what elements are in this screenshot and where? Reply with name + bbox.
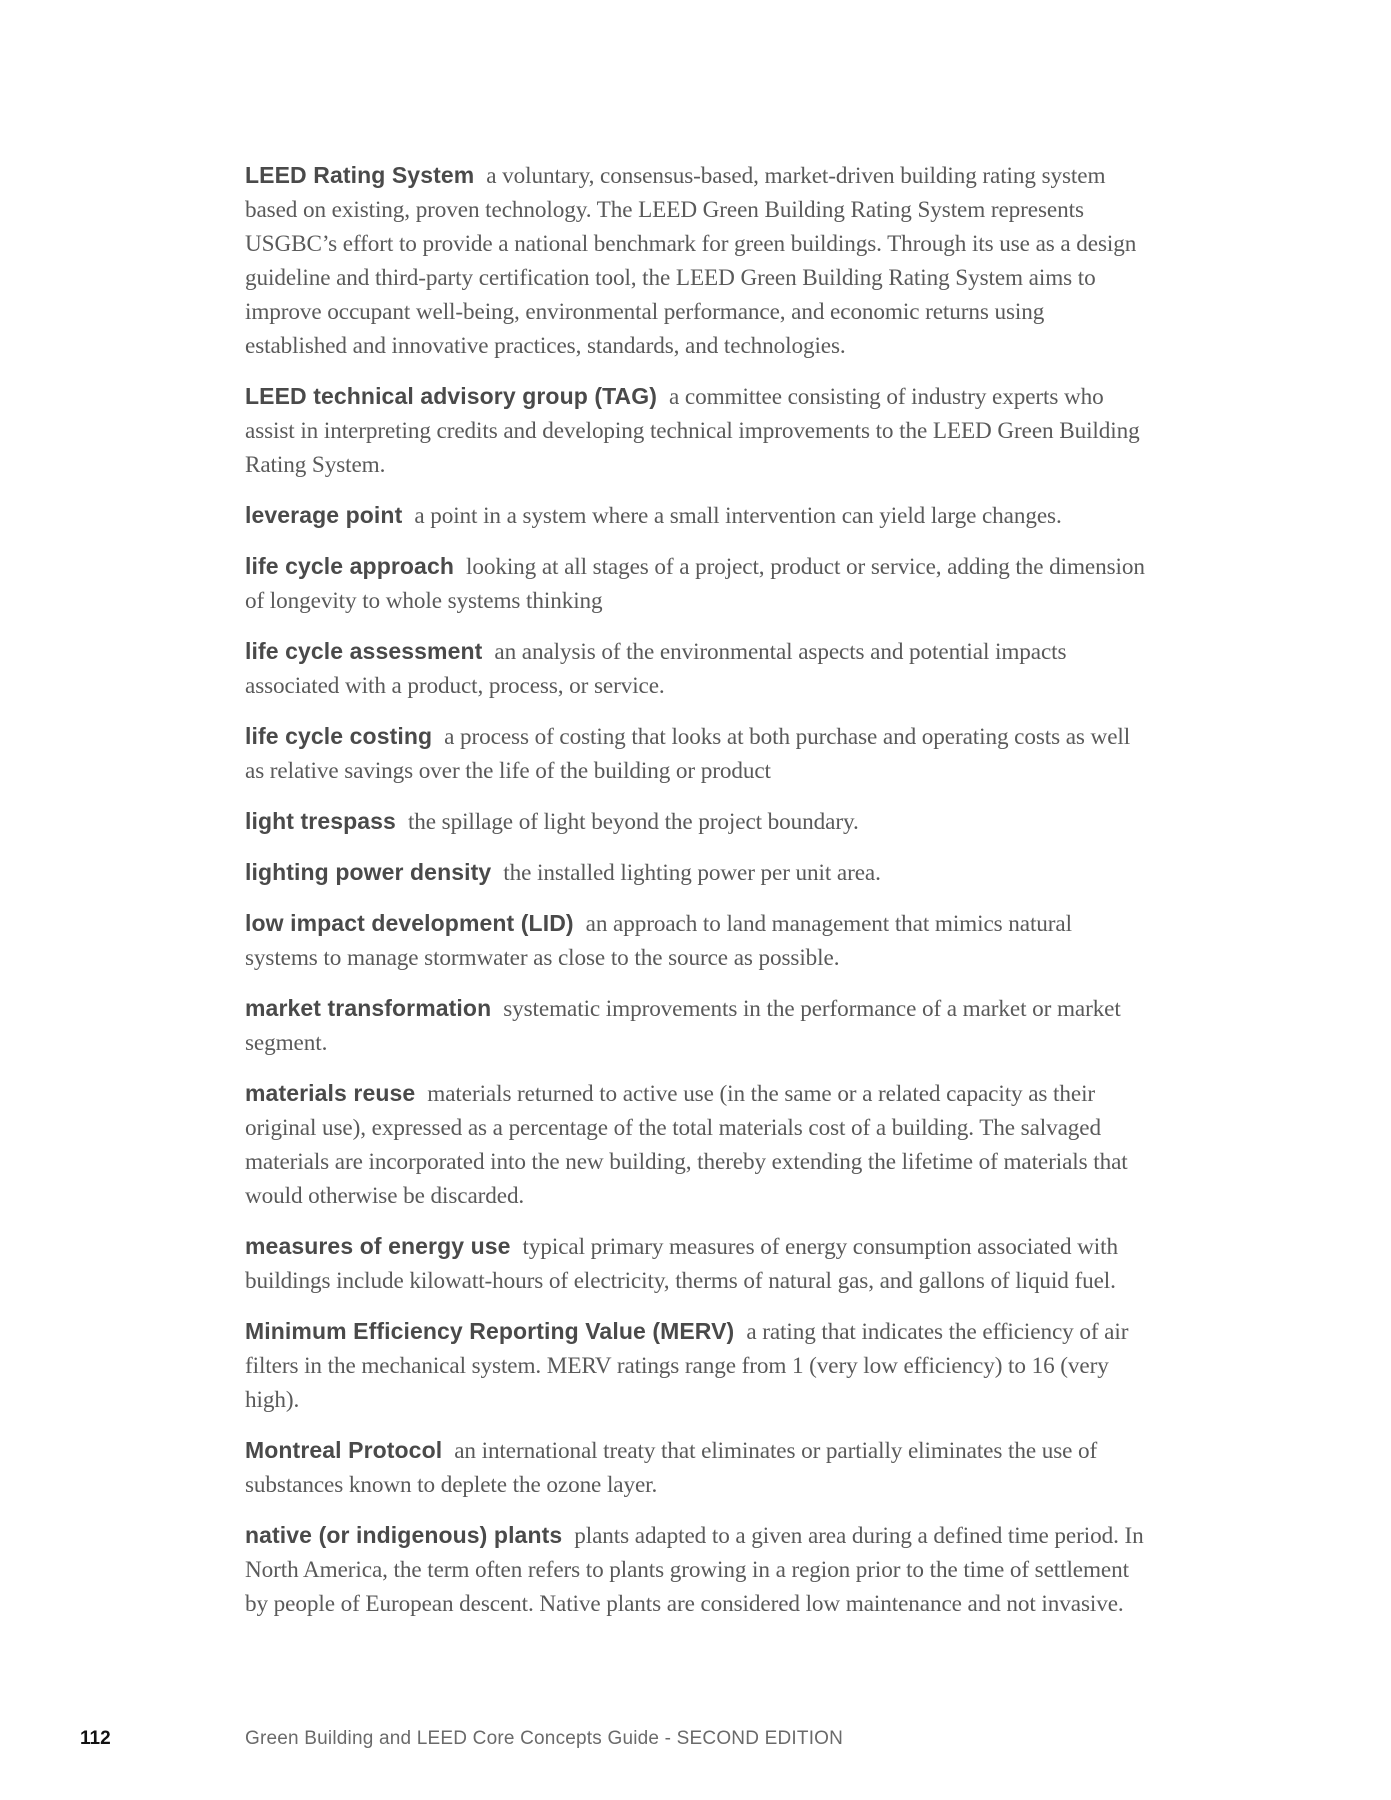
glossary-entry xyxy=(245,1433,1150,1502)
glossary-term: lighting power density xyxy=(245,859,492,885)
glossary-definition: the spillage of light beyond the project boundary. xyxy=(407,809,859,835)
glossary-term: life cycle assessment xyxy=(245,638,483,664)
glossary-term: LEED technical advisory group (TAG) xyxy=(245,383,658,409)
glossary-entry xyxy=(245,1076,1150,1213)
glossary-entry xyxy=(245,906,1150,975)
glossary-term: Minimum Efficiency Reporting Value (MERV) xyxy=(245,1318,735,1344)
glossary-term: life cycle approach xyxy=(245,553,454,579)
glossary-term: Montreal Protocol xyxy=(245,1437,443,1463)
glossary-term: leverage point xyxy=(245,502,403,528)
glossary-definition: a rating that indicates the efficiency of air filters in the mechanical system. MERV ratings range from 1 (very low efficiency) to 16 (very high). xyxy=(245,1319,1129,1413)
glossary-term: life cycle costing xyxy=(245,723,433,749)
glossary-definition: a voluntary, consensus-based, market-driven building rating system based on existing, proven technology. The LEED Green Building Rating System represents USGBC’s effort to provide a national benchmark for green buildings. Through its use as a design guideline and third-party certification tool, the LEED Green Building Rating System aims to improve occupant well-being, environmental performance, and economic returns using established and innovative practices, standards, and technologies. xyxy=(245,163,1137,359)
glossary-definition: typical primary measures of energy consumption associated with buildings include kilowatt-hours of electricity, therms of natural gas, and gallons of liquid fuel. xyxy=(245,1234,1118,1294)
page-footer xyxy=(0,1726,1391,1756)
glossary-entry xyxy=(245,804,1150,839)
glossary-definition: an approach to land management that mimics natural systems to manage stormwater as close to the source as possible. xyxy=(245,911,1072,971)
glossary-entry xyxy=(245,991,1150,1060)
footer-book-title: Green Building and LEED Core Concepts Guide - SECOND EDITION xyxy=(245,1728,844,1749)
glossary-definition: a process of costing that looks at both purchase and operating costs as well as relative savings over the life of the building or product xyxy=(245,724,1131,784)
glossary-definition: plants adapted to a given area during a defined time period. In North America, the term often refers to plants growing in a region prior to the time of settlement by people of European descent. Native plants are considered low maintenance and not invasive. xyxy=(245,1523,1144,1617)
glossary-definition: a point in a system where a small intervention can yield large changes. xyxy=(414,503,1062,529)
glossary-term: materials reuse xyxy=(245,1080,416,1106)
glossary-entry xyxy=(245,379,1150,482)
glossary-term: light trespass xyxy=(245,808,396,834)
glossary-entry xyxy=(245,1518,1150,1621)
glossary-entry xyxy=(245,1229,1150,1298)
glossary-term: measures of energy use xyxy=(245,1233,511,1259)
glossary-definition: the installed lighting power per unit area. xyxy=(503,860,881,886)
glossary-term: native (or indigenous) plants xyxy=(245,1522,563,1548)
glossary-entry xyxy=(245,498,1150,533)
glossary-term: market transformation xyxy=(245,995,492,1021)
glossary-entry xyxy=(245,634,1150,703)
glossary-entry xyxy=(245,719,1150,788)
glossary-definition: materials returned to active use (in the same or a related capacity as their original use), expressed as a percentage of the total materials cost of a building. The salvaged materials are incorporated into the new building, thereby extending the lifetime of materials that would otherwise be discarded. xyxy=(245,1081,1128,1209)
glossary-entry xyxy=(245,1314,1150,1417)
glossary-definition: systematic improvements in the performance of a market or market segment. xyxy=(245,996,1121,1056)
glossary-definition: an international treaty that eliminates or partially eliminates the use of substances known to deplete the ozone layer. xyxy=(245,1438,1098,1498)
glossary-definition: a committee consisting of industry experts who assist in interpreting credits and developing technical improvements to the LEED Green Building Rating System. xyxy=(245,384,1140,478)
glossary-entry xyxy=(245,549,1150,618)
glossary-definition: an analysis of the environmental aspects and potential impacts associated with a product, process, or service. xyxy=(245,639,1067,699)
glossary-list xyxy=(245,158,1150,1637)
glossary-definition: looking at all stages of a project, product or service, adding the dimension of longevity to whole systems thinking xyxy=(245,554,1145,614)
glossary-term: low impact development (LID) xyxy=(245,910,574,936)
glossary-entry xyxy=(245,158,1150,363)
page-number: 112 xyxy=(80,1728,111,1749)
glossary-entry xyxy=(245,855,1150,890)
glossary-term: LEED Rating System xyxy=(245,162,475,188)
